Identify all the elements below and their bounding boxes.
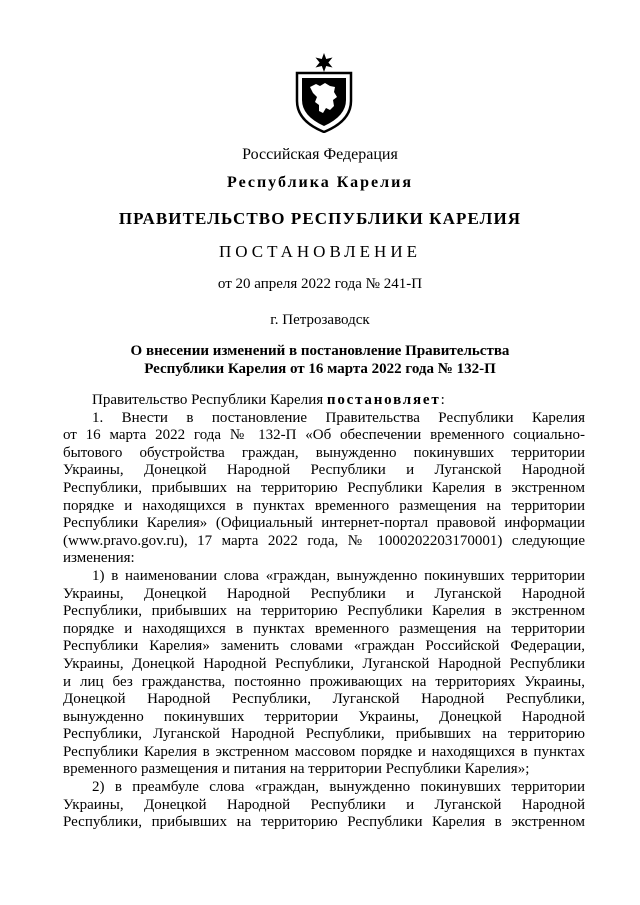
body-line: бытового обустройства граждан, вынужденно покинувших территории	[63, 444, 585, 461]
body-line: порядке и находящихся в пунктах временного размещения на территории	[63, 497, 585, 514]
body-line: 2) в преамбуле слова «граждан, вынужденно покинувших территории	[92, 779, 585, 796]
body-line: 1) в наименовании слова «граждан, вынужденно покинувших территории	[92, 567, 585, 584]
body-line: Украины, Донецкой Народной Республики и Луганской Народной	[63, 585, 585, 602]
body-line: порядке и находящихся в пунктах временного размещения на территории	[63, 620, 585, 637]
decree-word: постановляет	[326, 392, 441, 408]
body-line: Республики, Луганской Народной Республики, прибывших на территорию	[63, 726, 585, 743]
preamble-tail: :	[440, 392, 445, 408]
body-line: временного размещения и питания на территории Республики Карелия»;	[63, 761, 530, 778]
body-line: Республики, прибывших на территорию Республики Карелия в экстренном	[63, 814, 585, 831]
country-name: Российская Федерация	[242, 146, 398, 163]
body-line: Республики, прибывших на территорию Республики Карелия в экстренном	[63, 603, 585, 620]
preamble-line	[63, 392, 585, 410]
document-body	[63, 392, 585, 832]
body-line: изменения:	[63, 550, 135, 567]
body-line: и лиц без гражданства, постоянно проживающих на территориях Украины,	[63, 673, 585, 690]
body-line: Республики Карелия» (Официальный интернет-портал правовой информации	[63, 515, 585, 532]
republic-name: Республика Карелия	[227, 174, 413, 191]
body-line: 1. Внести в постановление Правительства Республики Карелия	[92, 409, 585, 426]
body-line: Украины, Донецкой Народной Республики и Луганской Народной	[63, 796, 585, 813]
body-line: Республики Карелия в экстренном массовом порядке и находящихся в пунктах	[63, 743, 585, 760]
body-line: вынужденно покинувших территории Украины, Донецкой Народной	[63, 708, 585, 725]
body-line: Республики Карелия» заменить словами «граждан Российской Федерации,	[63, 638, 585, 655]
document-title-line: О внесении изменений в постановление Правительства	[130, 343, 510, 359]
body-line: Донецкой Народной Республики, Луганской Народной Республики,	[63, 691, 585, 708]
body-line: Украины, Донецкой Народной Республики и Луганской Народной	[63, 462, 585, 479]
document-city: г. Петрозаводск	[270, 312, 370, 328]
coat-of-arms-emblem	[293, 53, 355, 133]
document-date-number: от 20 апреля 2022 года № 241-П	[217, 276, 423, 292]
document-title-line: Республики Карелия от 16 марта 2022 года № 132-П	[144, 361, 496, 377]
body-line: Украины, Донецкой Народной Республики, Луганской Народной Республики	[63, 655, 585, 672]
body-line: от 16 марта 2022 года № 132-П «Об обеспечении временного социально-	[63, 427, 585, 444]
document-type: ПОСТАНОВЛЕНИЕ	[218, 242, 421, 261]
body-line: Республики, прибывших на территорию Республики Карелия в экстренном	[63, 479, 585, 496]
issuing-authority: ПРАВИТЕЛЬСТВО РЕСПУБЛИКИ КАРЕЛИЯ	[118, 209, 522, 228]
body-line: (www.pravo.gov.ru), 17 марта 2022 года, № 1000202203170001) следующие	[63, 532, 585, 549]
preamble-lead: Правительство Республики Карелия	[92, 392, 327, 408]
document-title	[0, 342, 640, 378]
